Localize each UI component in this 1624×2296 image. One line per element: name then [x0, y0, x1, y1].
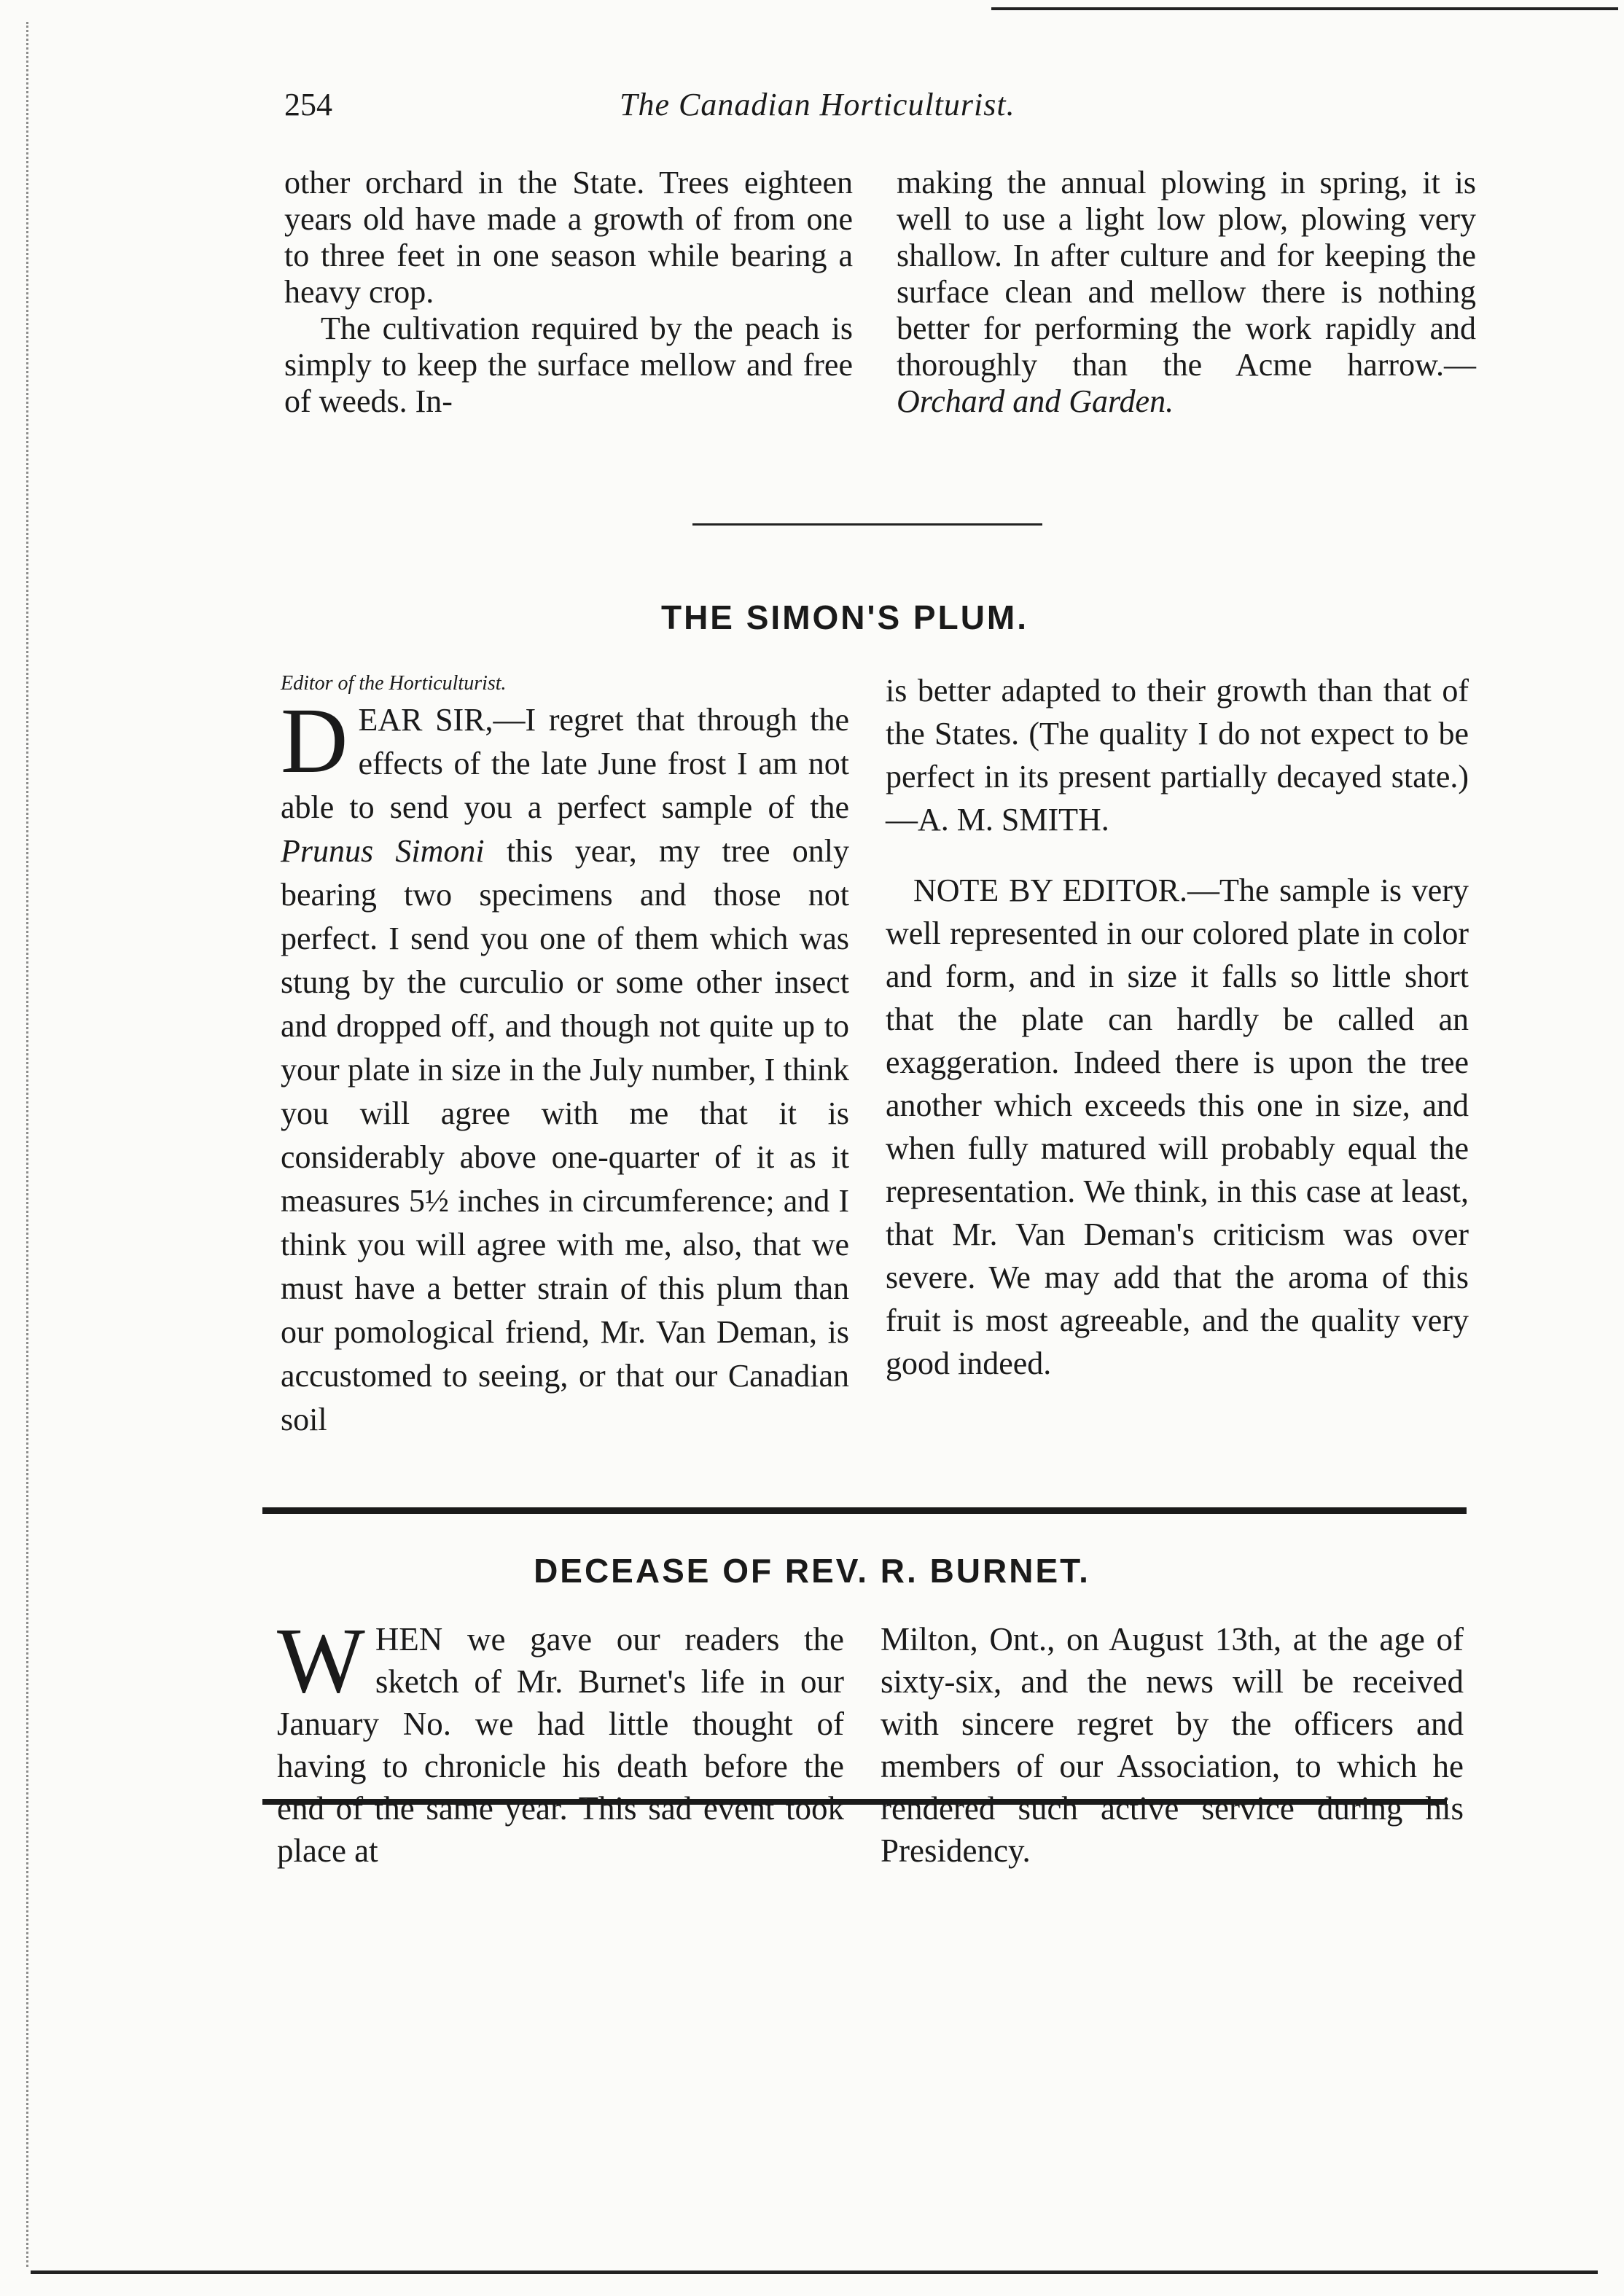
- previous-article-paragraph: [897, 165, 1476, 420]
- previous-article-paragraph: The cultivation required by the peach is simply to keep the surface mellow and free of weeds. In-: [284, 311, 853, 419]
- note-label: NOTE BY EDITOR.: [913, 872, 1187, 908]
- section-title-burnet: DECEASE OF REV. R. BURNET.: [534, 1552, 1090, 1590]
- section-divider: [262, 1507, 1467, 1514]
- drop-cap: W: [277, 1609, 365, 1712]
- source-credit: Orchard and Garden.: [897, 383, 1174, 419]
- editor-note: [886, 869, 1469, 1385]
- previous-article-right-column: [897, 165, 1476, 420]
- section-title-simons-plum: THE SIMON'S PLUM.: [660, 598, 1029, 636]
- page-number: 254: [284, 87, 332, 122]
- section-divider: [262, 1799, 1447, 1805]
- salutation: Editor of the Horticulturist.: [281, 672, 507, 695]
- letter-paragraph: [281, 689, 849, 1442]
- drop-cap: D: [281, 689, 348, 792]
- previous-article-left-column: [284, 165, 853, 420]
- burnet-text: HEN we gave our readers the sketch of Mr. Burnet's life in our January No. we had little thought of having to chronicle his death before the end of the same year. This sad event took place at: [277, 1621, 844, 1869]
- simons-plum-left-column: [281, 689, 849, 1442]
- page-edge-left: [26, 22, 33, 2267]
- page-header: [284, 86, 1472, 137]
- note-text: —The sample is very well represented in our colored plate in color and form, and in size it falls so little short that the plate can hardly be called an exaggeration. Indeed there is upon the tree another which exceeds this one in size, and when fully matured will probably equal the representation. We think, in this case at least, that Mr. Van Deman's criticism was over severe. We may add that the aroma of this fruit is most agreeable, and the quality very good indeed.: [886, 872, 1469, 1381]
- section-divider: [692, 523, 1042, 526]
- running-title: The Canadian Horticulturist.: [620, 87, 1015, 122]
- burnet-paragraph: Milton, Ont., on August 13th, at the age of sixty-six, and the news will be received with sincere regret by the officers and members of our Association, to which he rendered such active service during his Presidency.: [881, 1621, 1464, 1869]
- species-name: Prunus Simoni: [281, 833, 485, 869]
- letter-paragraph: is better adapted to their growth than that of the States. (The quality I do not expect to be perfect in its present partially decayed state.)—A. M. SMITH.: [886, 673, 1469, 837]
- letter-text: EAR SIR,—I regret that through the effects of the late June frost I am not able to send you a perfect sample of the: [281, 702, 849, 825]
- burnet-paragraph: [277, 1609, 844, 1872]
- previous-article-paragraph: other orchard in the State. Trees eighteen years old have made a growth of from one to three feet in one season while bearing a heavy crop.: [284, 165, 853, 310]
- page-edge-top: [991, 7, 1618, 10]
- simons-plum-right-column: [886, 669, 1469, 1385]
- burnet-right-column: [881, 1618, 1464, 1872]
- previous-article-text: making the annual plowing in spring, it is well to use a light low plow, plowing very shallow. In after culture and for keeping the surface clean and mellow there is nothing better for performing the work rapidly and thoroughly than the Acme harrow.—: [897, 165, 1476, 383]
- page-edge-bottom: [31, 2270, 1598, 2274]
- burnet-left-column: [277, 1609, 844, 1872]
- letter-text: this year, my tree only bearing two specimens and those not perfect. I send you one of them which was stung by the curculio or some other insect and dropped off, and though not quite up to your plate in size in the July number, I think you will agree with me that it is considerably above one-quarter of it as it measures 5½ inches in circumference; and I think you will agree with me, also, that we must have a better strain of this plum than our pomological friend, Mr. Van Deman, is accustomed to seeing, or that our Canadian soil: [281, 833, 849, 1437]
